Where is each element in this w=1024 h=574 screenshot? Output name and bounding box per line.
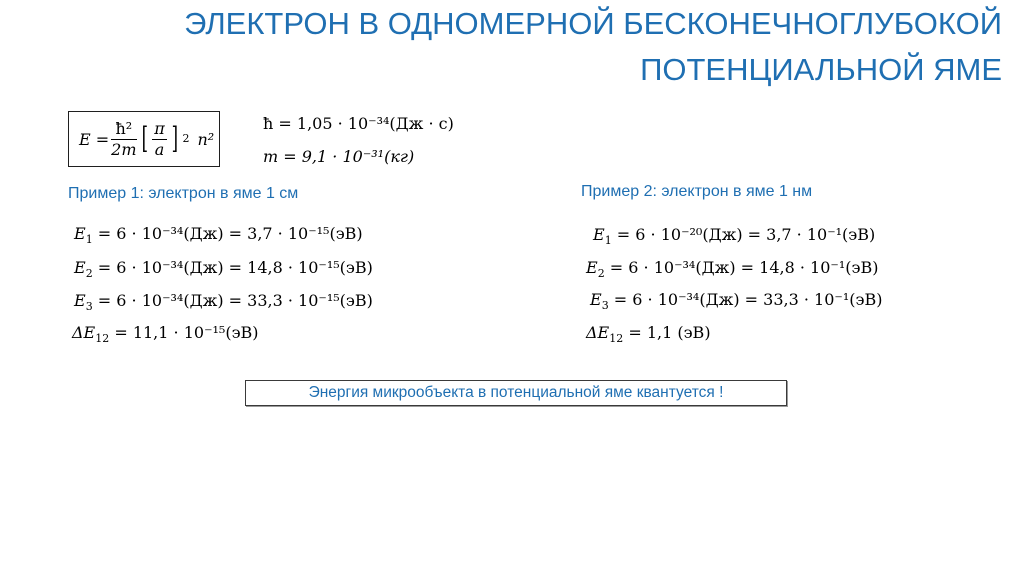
sub-label: 3: [85, 300, 93, 313]
delta-e-label: ΔE: [72, 323, 96, 342]
example-2-e3: [590, 290, 883, 312]
energy-formula-box: [68, 111, 220, 167]
e-label: E: [586, 258, 598, 277]
e-label: E: [74, 258, 86, 277]
example-2-e1-value: = 6 · 10⁻²⁰(Дж) = 3,7 · 10⁻¹(эВ): [616, 225, 876, 244]
example-2-e1: [593, 225, 876, 247]
example-1-title: Пример 1: электрон в яме 1 см: [68, 185, 299, 202]
formula-2m-denominator: 2m: [111, 139, 137, 159]
example-1-e1-value: = 6 · 10⁻³⁴(Дж) = 3,7 · 10⁻¹⁵(эВ): [97, 224, 363, 243]
constant-hbar: ħ = 1,05 · 10⁻³⁴(Дж · с): [263, 114, 454, 133]
delta-e-label: ΔE: [586, 323, 610, 342]
sub-label: 12: [95, 332, 110, 345]
slide-title-line-1: ЭЛЕКТРОН В ОДНОМЕРНОЙ БЕСКОНЕЧНОГЛУБОКОЙ: [184, 6, 1002, 41]
sub-label: 2: [597, 267, 605, 280]
example-1-e2: [74, 258, 373, 280]
example-2-delta-e12: [586, 323, 711, 345]
sub-label: 1: [85, 233, 93, 246]
sub-label: 12: [609, 332, 624, 345]
example-1-e2-value: = 6 · 10⁻³⁴(Дж) = 14,8 · 10⁻¹⁵(эВ): [97, 258, 373, 277]
constant-electron-mass: m = 9,1 · 10⁻³¹(кг): [263, 147, 415, 166]
formula-n-squared: n²: [197, 129, 215, 149]
example-2-e3-value: = 6 · 10⁻³⁴(Дж) = 33,3 · 10⁻¹(эВ): [613, 290, 883, 309]
example-1-delta-e12: [72, 323, 259, 345]
example-1-e3-value: = 6 · 10⁻³⁴(Дж) = 33,3 · 10⁻¹⁵(эВ): [97, 291, 373, 310]
example-1-e3: [74, 291, 373, 313]
example-2-title: Пример 2: электрон в яме 1 нм: [581, 183, 813, 200]
example-1-delta-e12-value: = 11,1 · 10⁻¹⁵(эВ): [114, 323, 259, 342]
formula-pi-numerator: π: [154, 118, 165, 138]
sub-label: 2: [85, 267, 93, 280]
e-label: E: [74, 224, 86, 243]
example-2-delta-e12-value: = 1,1 (эВ): [628, 323, 711, 342]
sub-label: 1: [604, 234, 612, 247]
slide-title-line-2: ПОТЕНЦИАЛЬНОЙ ЯМЕ: [640, 52, 1002, 87]
formula-lhs: E =: [79, 129, 110, 149]
left-bracket: [: [141, 121, 148, 156]
formula-fraction-hbar: [111, 119, 136, 160]
formula-fraction-pi: [152, 119, 167, 160]
conclusion-box: Энергия микрообъекта в потенциальной яме квантуется !: [245, 380, 787, 406]
e-label: E: [74, 291, 86, 310]
example-2-e2-value: = 6 · 10⁻³⁴(Дж) = 14,8 · 10⁻¹(эВ): [609, 258, 879, 277]
example-2-e2: [586, 258, 879, 280]
right-bracket: ]: [171, 121, 178, 156]
sub-label: 3: [601, 299, 609, 312]
example-1-e1: [74, 224, 363, 246]
energy-formula: E = $\frac{\text{ħ²}}{2m}$ [ $\frac{\pi}{a}$ ] 2 n²: [79, 118, 215, 159]
formula-hbar-numerator: ħ²: [111, 119, 136, 140]
e-label: E: [590, 290, 602, 309]
formula-a-denominator: a: [154, 139, 165, 159]
e-label: E: [593, 225, 605, 244]
